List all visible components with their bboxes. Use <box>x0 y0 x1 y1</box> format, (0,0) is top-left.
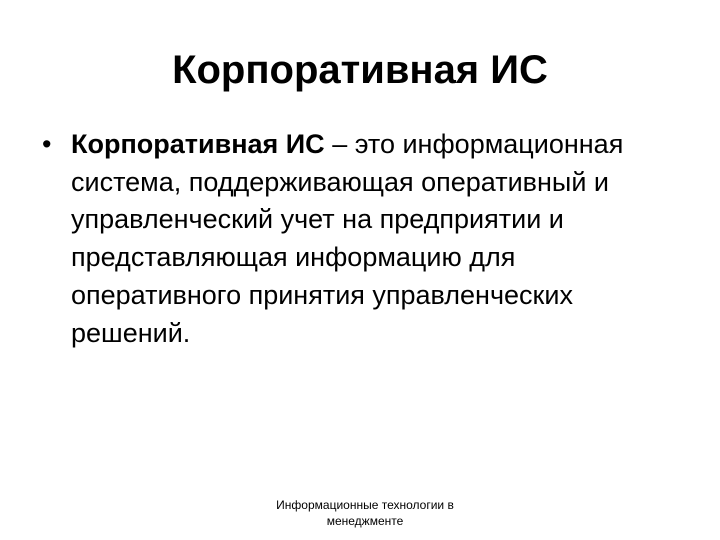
slide-title: Корпоративная ИС <box>172 48 548 92</box>
footer-line-2: менеджменте <box>326 514 404 528</box>
bullet-list <box>42 126 682 352</box>
list-item <box>42 126 682 352</box>
bullet-text <box>71 126 682 352</box>
bullet-icon: • <box>42 129 52 159</box>
footer-line-1: Информационные технологии в <box>276 498 454 512</box>
bullet-definition: – это информационная система, поддерживающая оперативный и управленческий учет на предприятии и представляющая информацию для оперативного принятия управленческих решений. <box>71 129 624 348</box>
bullet-term: Корпоративная ИС <box>71 129 325 159</box>
slide-footer <box>230 497 500 529</box>
